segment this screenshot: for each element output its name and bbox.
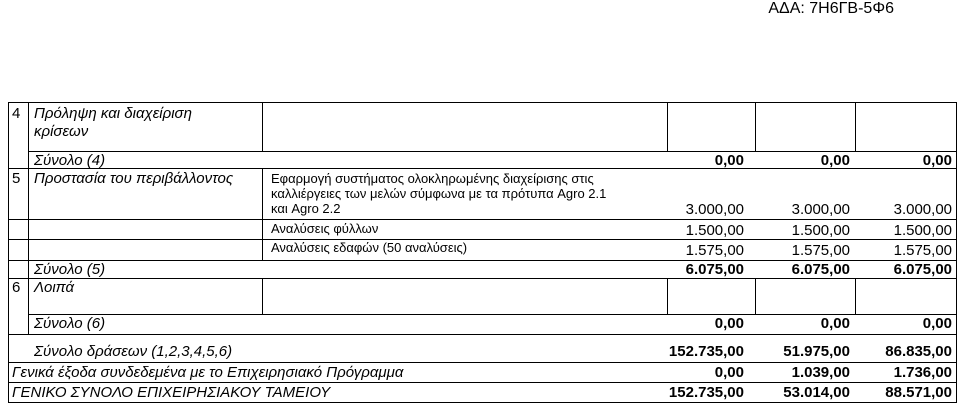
total-actions-value: 51.975,00 [783,343,850,360]
action-description-cont: και Agro 2.2 [271,201,341,216]
subtotal-label: Σύνολο (5) [34,261,106,278]
subtotal-value: 0,00 [714,152,744,169]
total-actions-label: Σύνολο δράσεων (1,2,3,4,5,6) [34,343,233,360]
action-description: Αναλύσεις εδαφών (50 αναλύσεις) [271,240,468,255]
category-name: Λοιπά [34,279,75,296]
total-actions-value: 152.735,00 [668,343,744,360]
row-number: 6 [12,279,21,296]
grand-total-value: 88.571,00 [885,384,952,401]
document-code: ΑΔΑ: 7Η6ΓΒ-5Φ6 [768,0,894,17]
general-costs-value: 0,00 [714,364,744,381]
subtotal-value: 6.075,00 [893,261,952,278]
row-number: 4 [12,105,21,122]
general-costs-value: 1.736,00 [893,364,952,381]
amount-value: 3.000,00 [791,201,850,218]
subtotal-value: 6.075,00 [685,261,744,278]
grand-total-value: 53.014,00 [783,384,850,401]
category-name: Προστασία του περιβάλλοντος [34,170,234,187]
total-actions-value: 86.835,00 [885,343,952,360]
grand-total-label: ΓΕΝΙΚΟ ΣΥΝΟΛΟ ΕΠΙΧΕΙΡΗΣΙΑΚΟΥ ΤΑΜΕΙΟΥ [12,384,331,401]
subtotal-value: 0,00 [820,315,850,332]
subtotal-label: Σύνολο (6) [34,315,106,332]
subtotal-value: 0,00 [820,152,850,169]
grand-total-value: 152.735,00 [668,384,744,401]
subtotal-value: 0,00 [714,315,744,332]
action-description: Αναλύσεις φύλλων [271,221,379,236]
category-name-cont: κρίσεων [34,123,89,140]
amount-value: 1.575,00 [685,242,744,259]
subtotal-value: 0,00 [922,315,952,332]
amount-value: 1.500,00 [893,222,952,239]
subtotal-value: 6.075,00 [791,261,850,278]
subtotal-label: Σύνολο (4) [34,152,106,169]
subtotal-value: 0,00 [922,152,952,169]
row-number: 5 [12,170,21,187]
amount-value: 1.500,00 [685,222,744,239]
amount-value: 1.500,00 [791,222,850,239]
action-description-cont: καλλιέργειες των μελών σύμφωνα με τα πρότυπα Agro 2.1 [271,186,607,201]
amount-value: 1.575,00 [893,242,952,259]
amount-value: 1.575,00 [791,242,850,259]
general-costs-value: 1.039,00 [791,364,850,381]
amount-value: 3.000,00 [685,201,744,218]
category-name: Πρόληψη και διαχείριση [34,105,192,122]
general-costs-label: Γενικά έξοδα συνδεδεμένα με το Επιχειρησιακό Πρόγραμμα [12,364,404,381]
action-description: Εφαρμογή συστήματος ολοκληρωμένης διαχείρισης στις [271,171,594,186]
amount-value: 3.000,00 [893,201,952,218]
